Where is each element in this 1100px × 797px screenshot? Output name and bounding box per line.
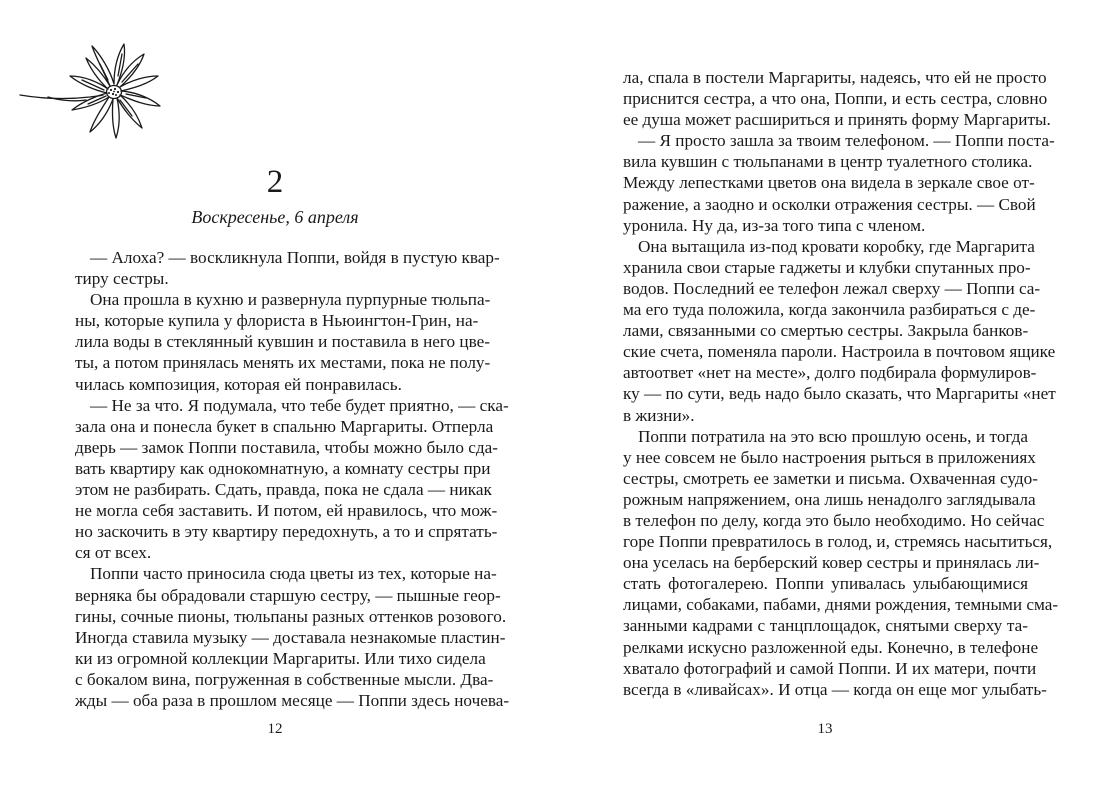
text-line: всегда в «ливайсах». И отца — когда он еще мог улыбать- [623,679,1047,699]
text-line: тиру сестры. [75,269,169,289]
text-line: Между лепестками цветов она видела в зеркале свое от- [623,173,1035,193]
right-page [550,0,1100,797]
text-line: гины, сочные пионы, тюльпаны разных оттенков розового. [75,606,507,626]
text-line: — Я просто зашла за твоим телефоном. — Поппи поста- [638,131,1055,151]
text-line: не могла себя заставить. И потом, ей нравилось, что мож- [75,501,498,521]
text-line: Поппи часто приносила сюда цветы из тех, которые на- [90,564,497,584]
text-line: лила воды в стеклянный кувшин и поставила в него цве- [75,332,490,352]
text-line: ты, а потом принялась менять их местами, пока не полу- [75,353,491,373]
chapter-date: Воскресенье, 6 апреля [191,207,359,227]
text-line: горе Поппи превратилось в голод, и, стремясь насытиться, [623,532,1053,552]
text-line: Она прошла в кухню и развернула пурпурные тюльпа- [90,290,491,310]
text-line: ся от всех. [75,543,152,563]
text-line: автоответ «нет на месте», долго подбирала формулиров- [623,363,1037,383]
text-line: зала она и понесла букет в спальню Маргариты. Отперла [75,416,494,436]
text-line: приснится сестра, а что она, Поппи, и есть сестра, словно [623,89,1048,109]
text-line: верняка бы обрадовали старшую сестру, — пышные геор- [75,585,501,605]
text-line: стать фотогалерею. Поппи упивалась улыбающимися [623,574,1028,594]
text-line: Иногда ставила музыку — доставала незнакомые пластин- [75,627,506,647]
text-line: ражение, а заодно и осколки отражения сестры. — Свой [623,194,1036,214]
text-line: ки из огромной коллекции Маргариты. Или тихо сидела [75,648,486,668]
text-line: ку — по сути, ведь надо было сказать, что Маргариты «нет [623,384,1056,404]
text-line: ла, спала в постели Маргариты, надеясь, что ей не просто [623,68,1047,87]
text-line: в жизни». [623,405,695,425]
page-number-right: 13 [817,721,833,737]
text-line: но заскочить в эту квартиру передохнуть, а то и спрятать- [75,522,498,542]
text-line: дверь — замок Поппи поставила, чтобы можно было сда- [75,437,498,457]
text-line: водов. Последний ее телефон лежал сверху — Поппи са- [623,278,1041,298]
text-line: у нее совсем не было настроения рыться в приложениях [623,447,1036,467]
text-line: вила кувшин с тюльпанами в центр туалетного столика. [623,152,1033,172]
text-line: хватало фотографий и самой Поппи. И их матери, почти [623,658,1037,678]
text-line: — Алоха? — воскликнула Поппи, войдя в пустую квар- [90,248,500,267]
text-line: ны, которые купила у флориста в Ньюингтон-Грин, на- [75,311,479,331]
text-line: лицами, собаками, пабами, днями рождения, темными сма- [623,595,1059,615]
text-line: лами, связанными со смертью сестры. Закрыла банков- [623,321,1029,341]
text-line: — Не за что. Я подумала, что тебе будет приятно, — ска- [90,395,509,415]
chapter-number: 2 [266,164,284,200]
text-line: Она вытащила из-под кровати коробку, где Маргарита [638,236,1035,256]
text-line: в телефон по делу, когда это было необходимо. Но сейчас [623,510,1045,530]
text-line: ские счета, поменяла пароли. Настроила в почтовом ящике [623,342,1056,362]
text-line: Поппи потратила на это всю прошлую осень, и тогда [638,426,1028,446]
text-line: занными кадрами с танцплощадок, снятыми сверху та- [623,616,1028,636]
text-line: уронила. Ну да, из-за того типа с членом. [623,215,926,235]
body-text-left [75,247,510,711]
text-line: ма его туда положила, когда закончила разбираться с де- [623,300,1036,320]
text-line: ее душа может расшириться и принять форму Маргариты. [623,110,1051,130]
text-line: релками искусно разложенной еды. Конечно, в телефоне [623,637,1039,657]
text-line: чилась композиция, которая ей понравилась. [75,374,402,394]
text-line: хранила свои старые гаджеты и клубки спутанных про- [623,257,1031,277]
daisy-flower-icon [18,40,208,170]
text-line: она уселась на берберский ковер сестры и принялась ли- [623,553,1040,573]
text-line: этом не разбирать. Сдать, правда, пока не сдала — никак [75,480,492,500]
text-line: вать квартиру как однокомнатную, а комнату сестры при [75,458,491,478]
page-number-left: 12 [267,721,283,737]
text-line: с бокалом вина, погруженная в собственные мысли. Два- [75,669,494,689]
text-line: сестры, смотреть ее заметки и письма. Охваченная судо- [623,468,1038,488]
text-line: жды — оба раза в прошлом месяце — Поппи здесь ночева- [75,690,510,710]
body-text-right [623,67,1059,700]
text-line: рожным напряжением, она лишь ненадолго заглядывала [623,489,1036,509]
